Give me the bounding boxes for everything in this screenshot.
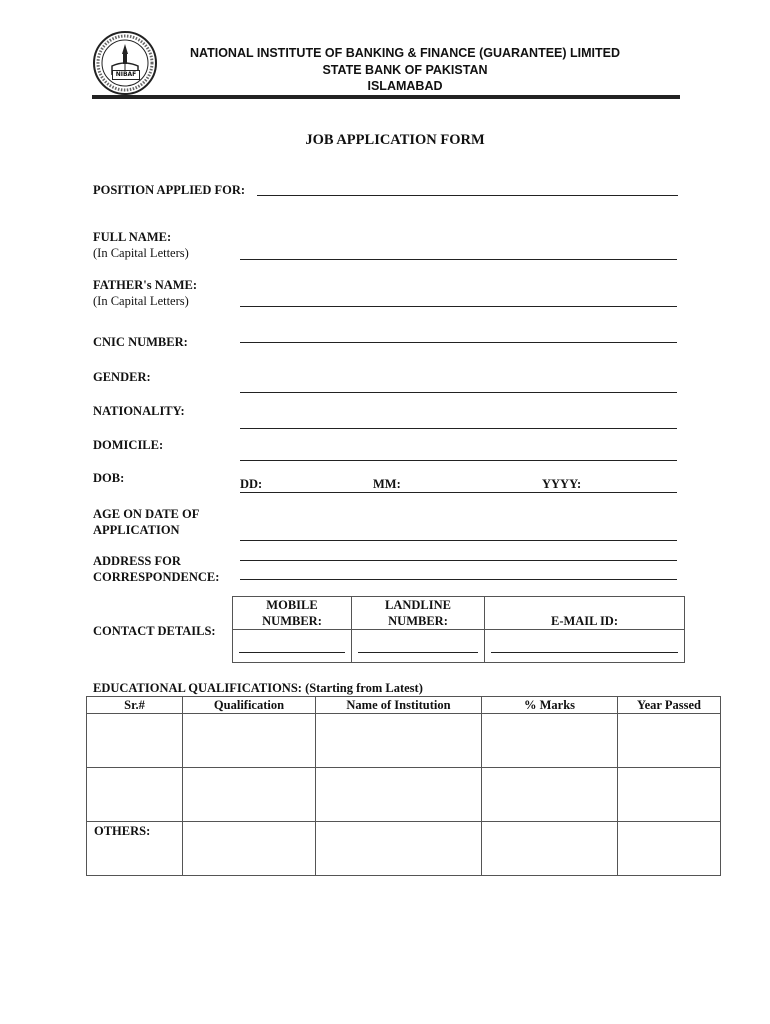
others-label: OTHERS: (87, 822, 183, 876)
cell-year[interactable] (618, 714, 721, 768)
cell-year[interactable] (618, 768, 721, 822)
table-row (87, 768, 721, 822)
header-rule (92, 95, 680, 99)
col-sr: Sr.# (87, 697, 183, 714)
landline-cell[interactable] (352, 630, 485, 663)
father-name-label: FATHER's NAME: (93, 278, 198, 292)
table-row (87, 714, 721, 768)
cell-qualification[interactable] (183, 714, 316, 768)
domicile-label: DOMICILE: (93, 438, 164, 452)
cell-institution[interactable] (316, 768, 482, 822)
cnic-label: CNIC NUMBER: (93, 335, 188, 349)
dob-yyyy-label: YYYY: (542, 477, 582, 491)
education-table (86, 696, 721, 876)
dob-label: DOB: (93, 471, 125, 485)
address-label-line2: CORRESPONDENCE: (93, 570, 220, 584)
cell-marks[interactable] (482, 822, 618, 876)
col-qualification: Qualification (183, 697, 316, 714)
mobile-header-line1: MOBILE (266, 598, 318, 612)
cell-marks[interactable] (482, 714, 618, 768)
landline-header-line1: LANDLINE (385, 598, 451, 612)
gender-field[interactable] (240, 392, 677, 393)
header-city: ISLAMABAD (367, 79, 443, 93)
age-label-line2: APPLICATION (93, 523, 180, 537)
gender-label: GENDER: (93, 370, 151, 384)
full-name-label: FULL NAME: (93, 230, 172, 244)
address-label-line1: ADDRESS FOR (93, 554, 181, 568)
age-field[interactable] (240, 540, 677, 541)
nationality-label: NATIONALITY: (93, 404, 185, 418)
col-marks: % Marks (482, 697, 618, 714)
contact-mobile-header (233, 597, 352, 630)
cell-institution[interactable] (316, 822, 482, 876)
email-cell[interactable] (485, 630, 685, 663)
logo-text: NIBAF (112, 70, 140, 80)
cell-qualification[interactable] (183, 768, 316, 822)
cell-marks[interactable] (482, 768, 618, 822)
position-field[interactable] (257, 195, 678, 196)
dob-dd-label: DD: (240, 477, 263, 491)
header-institute: NATIONAL INSTITUTE OF BANKING & FINANCE (GUARANTEE) LIMITED (189, 46, 621, 60)
contact-email-header (485, 597, 685, 630)
education-title: EDUCATIONAL QUALIFICATIONS: (Starting from Latest) (93, 681, 423, 695)
cell-year[interactable] (618, 822, 721, 876)
age-label-line1: AGE ON DATE OF (93, 507, 200, 521)
address-field-line1[interactable] (240, 560, 677, 561)
dob-field[interactable] (240, 492, 677, 493)
address-field-line2[interactable] (240, 579, 677, 580)
landline-header-line2: NUMBER: (388, 614, 448, 628)
contact-landline-header (352, 597, 485, 630)
cell-sr[interactable] (87, 714, 183, 768)
cnic-field[interactable] (240, 342, 677, 343)
nationality-field[interactable] (240, 428, 677, 429)
table-row-others (87, 822, 721, 876)
full-name-hint: (In Capital Letters) (93, 246, 189, 260)
cell-institution[interactable] (316, 714, 482, 768)
email-header-label: E-MAIL ID: (550, 614, 619, 628)
father-name-hint: (In Capital Letters) (93, 294, 189, 308)
header-bank: STATE BANK OF PAKISTAN (322, 63, 488, 77)
col-institution: Name of Institution (316, 697, 482, 714)
form-title: JOB APPLICATION FORM (305, 132, 485, 148)
cell-sr[interactable] (87, 768, 183, 822)
father-name-field[interactable] (240, 306, 677, 307)
contact-label: CONTACT DETAILS: (93, 624, 216, 638)
position-label: POSITION APPLIED FOR: (93, 183, 246, 197)
col-year: Year Passed (618, 697, 721, 714)
dob-mm-label: MM: (373, 477, 401, 491)
mobile-header-line2: NUMBER: (262, 614, 322, 628)
domicile-field[interactable] (240, 460, 677, 461)
full-name-field[interactable] (240, 259, 677, 260)
mobile-cell[interactable] (233, 630, 352, 663)
cell-qualification[interactable] (183, 822, 316, 876)
contact-table (232, 596, 685, 663)
